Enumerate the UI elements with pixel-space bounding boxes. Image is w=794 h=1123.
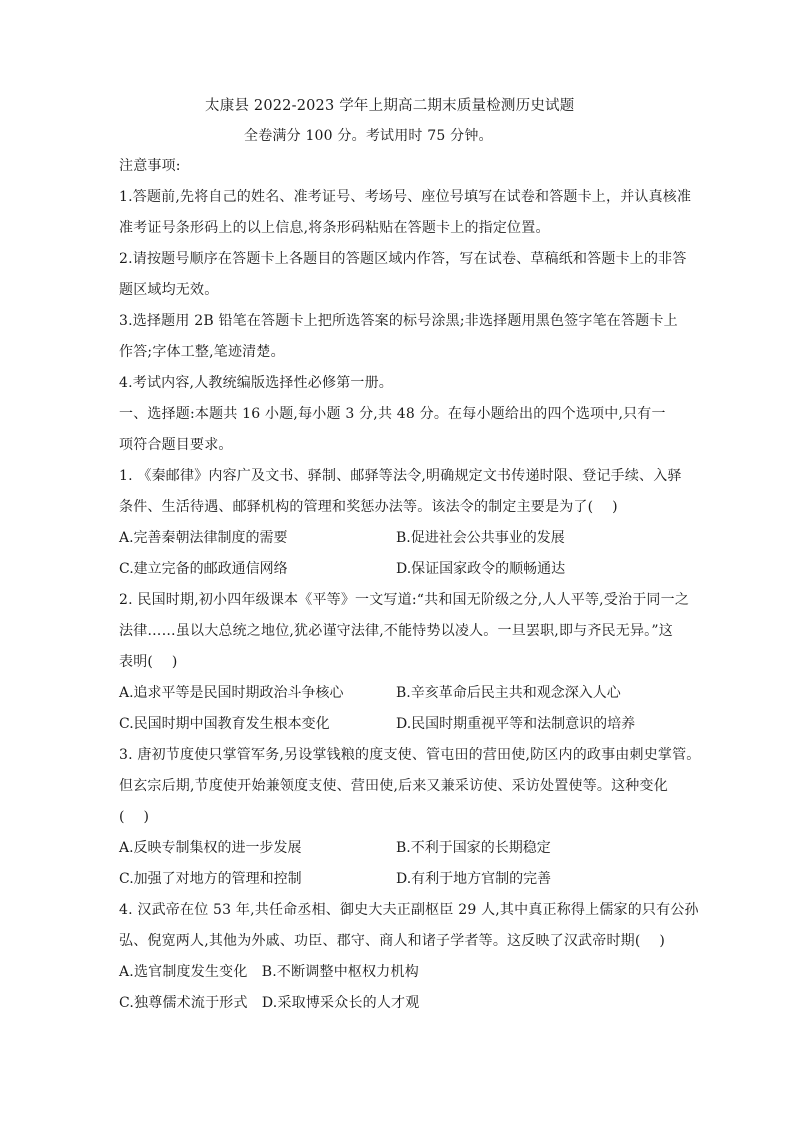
q4-stem-line-2: 弘、倪宽两人,其他为外戚、功臣、郡守、商人和诸子学者等。这反映了汉武帝时期( ) bbox=[119, 933, 666, 949]
section-heading-line-2: 项符合题目要求。 bbox=[119, 437, 233, 453]
q2-option-a: A.追求平等是民国时期政治斗争核心 bbox=[119, 685, 344, 701]
notice-item-1-line-2: 准考证号条形码上的以上信息,将条形码粘贴在答题卡上的指定位置。 bbox=[119, 220, 550, 236]
notice-item-3-line-1: 3.选择题用 2B 铅笔在答题卡上把所选答案的标号涂黑;非选择题用黑色签字笔在答题卡上 bbox=[119, 313, 678, 329]
q1-option-c: C.建立完备的邮政通信网络 bbox=[119, 561, 288, 577]
notice-item-2-line-1: 2.请按题号顺序在答题卡上各题目的答题区域内作答，写在试卷、草稿纸和答题卡上的非答 bbox=[119, 251, 687, 267]
q1-stem-line-1: 1. 《秦邮律》内容广及文书、驿制、邮驿等法令,明确规定文书传递时限、登记手续、入驿 bbox=[119, 468, 682, 484]
q3-option-b: B.不利于国家的长期稳定 bbox=[396, 840, 551, 856]
q3-stem-line-3: ( ) bbox=[119, 809, 150, 825]
q3-option-d: D.有利于地方官制的完善 bbox=[396, 871, 552, 887]
notice-item-4: 4.考试内容,人教统编版选择性必修第一册。 bbox=[119, 375, 394, 391]
q4-stem-line-1: 4. 汉武帝在位 53 年,共任命丞相、御史大夫正副枢臣 29 人,其中真正称得上儒家的只有公孙 bbox=[119, 902, 699, 918]
notice-heading: 注意事项: bbox=[119, 158, 181, 174]
q2-stem-line-1: 2. 民国时期,初小四年级课本《平等》一文写道:“共和国无阶级之分,人人平等,受治于同一之 bbox=[119, 592, 690, 608]
q2-option-c: C.民国时期中国教育发生根本变化 bbox=[119, 716, 330, 732]
q3-option-c: C.加强了对地方的管理和控制 bbox=[119, 871, 302, 887]
notice-item-2-line-2: 题区域均无效。 bbox=[119, 282, 219, 298]
q1-option-b: B.促进社会公共事业的发展 bbox=[396, 530, 565, 546]
exam-title: 太康县 2022-2023 学年上期高二期末质量检测历史试题 bbox=[205, 98, 575, 114]
q3-stem-line-2: 但玄宗后期,节度使开始兼领度支使、营田使,后来又兼采访使、采访处置使等。这种变化 bbox=[119, 778, 668, 794]
q1-stem-line-2: 条件、生活待遇、邮驿机构的管理和奖惩办法等。该法令的制定主要是为了( ) bbox=[119, 499, 618, 515]
q2-option-b: B.辛亥革命后民主共和观念深入人心 bbox=[396, 685, 621, 701]
notice-item-3-line-2: 作答;字体工整,笔迹清楚。 bbox=[119, 344, 285, 360]
exam-subtitle: 全卷满分 100 分。考试用时 75 分钟。 bbox=[244, 128, 493, 144]
q1-option-d: D.保证国家政令的顺畅通达 bbox=[396, 561, 566, 577]
q2-option-d: D.民国时期重视平等和法制意识的培养 bbox=[396, 716, 636, 732]
q2-stem-line-3: 表明( ) bbox=[119, 654, 178, 670]
q4-options-ab: A.选官制度发生变化 B.不断调整中枢权力机构 bbox=[119, 964, 419, 980]
q4-options-cd: C.独尊儒术流于形式 D.采取博采众长的人才观 bbox=[119, 995, 420, 1011]
q2-stem-line-2: 法律……虽以大总统之地位,犹必谨守法律,不能恃势以凌人。一旦罢职,即与齐民无异。”这 bbox=[119, 623, 673, 639]
notice-item-1-line-1: 1.答题前,先将自己的姓名、准考证号、考场号、座位号填写在试卷和答题卡上，并认真核准 bbox=[119, 189, 692, 205]
section-heading-line-1: 一、选择题:本题共 16 小题,每小题 3 分,共 48 分。在每小题给出的四个选项中,只有一 bbox=[119, 406, 666, 422]
q3-stem-line-1: 3. 唐初节度使只掌管军务,另设掌钱粮的度支使、管屯田的营田使,防区内的政事由刺史掌管。 bbox=[119, 747, 701, 763]
q3-option-a: A.反映专制集权的进一步发展 bbox=[119, 840, 302, 856]
q1-option-a: A.完善秦朝法律制度的需要 bbox=[119, 530, 288, 546]
